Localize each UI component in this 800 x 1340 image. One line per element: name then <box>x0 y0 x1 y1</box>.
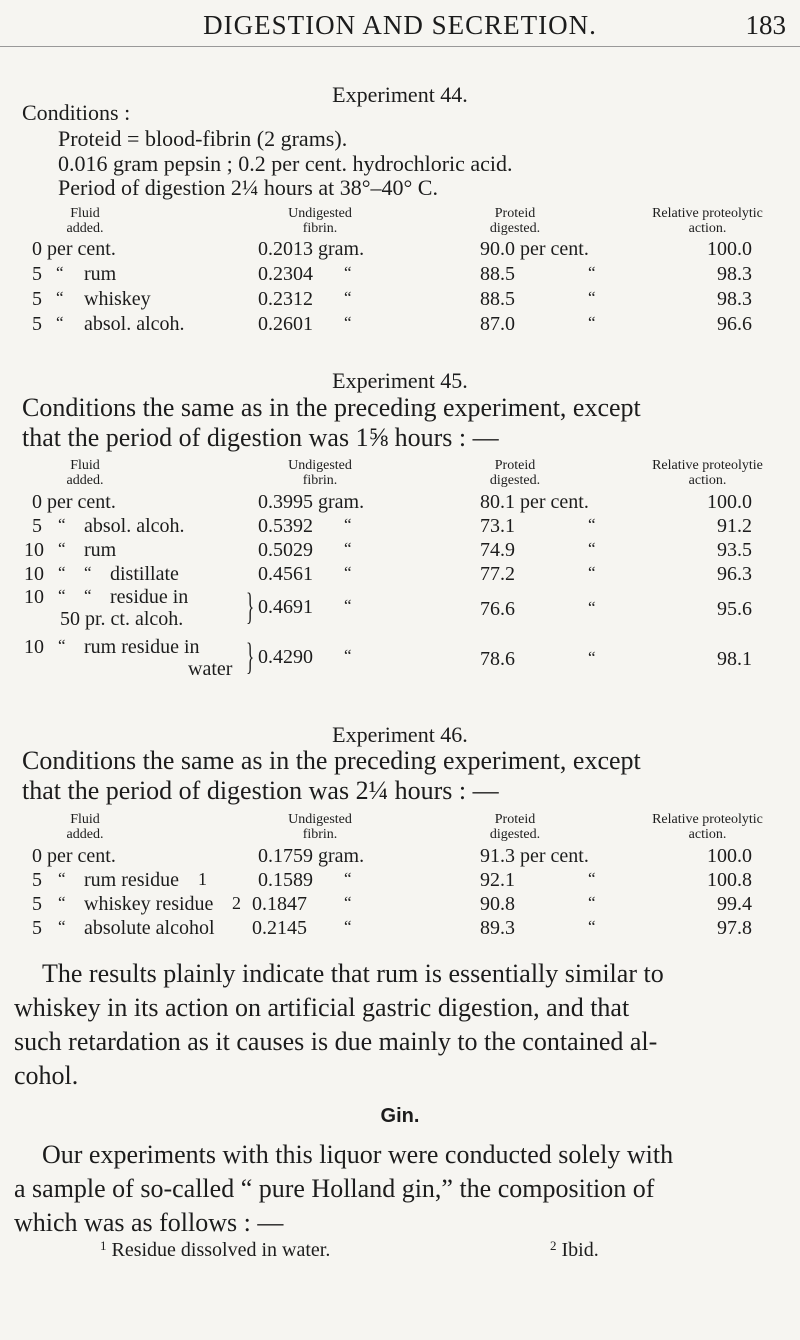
conditions-label: Conditions : <box>22 100 131 125</box>
page-number: 183 <box>745 10 786 40</box>
header-undigested: Undigested fibrin. <box>288 458 352 488</box>
table-row: 10 “ rum residue in water } 0.4290 “ 78.6 “ 98.1 <box>24 636 752 680</box>
table-row: 0 per cent. 0.2013 gram. 90.0 per cent. 100.0 <box>32 238 752 260</box>
table-row: 5 “ absol. alcoh. 0.2601 “ 87.0 “ 96.6 <box>32 313 752 335</box>
brace: } <box>246 636 255 678</box>
table-row: 5 “ absol. alcoh. 0.5392 “ 73.1 “ 91.2 <box>32 515 752 537</box>
gin-heading: Gin. <box>380 1105 420 1127</box>
footnote-1: $^1$ Residue dissolved in water. <box>100 1238 331 1261</box>
header-fluid: Fluid added. <box>66 458 104 488</box>
table-row: 10 “ “ residue in 50 pr. ct. alcoh. } 0.4691 “ 76.6 “ 95.6 <box>24 586 752 630</box>
table-row: 5 “ whiskey 0.2312 “ 88.5 “ 98.3 <box>32 288 752 310</box>
conditions-text: Conditions the same as in the preceding experiment, except <box>22 393 641 422</box>
header-fluid: Fluid added. <box>66 812 104 842</box>
table-row: 5 “ absolute alcohol 0.2145 “ 89.3 “ 97.8 <box>32 917 752 939</box>
conditions-text: that the period of digestion was 2¼ hours : — <box>22 776 499 805</box>
header-relative: Relative proteolytic action. <box>652 812 763 842</box>
experiment-45-title: Experiment 45. <box>332 368 468 393</box>
table-row: 10 “ rum 0.5029 “ 74.9 “ 93.5 <box>24 539 752 561</box>
header-proteid: Proteid digested. <box>489 206 541 236</box>
footnote-ref: 1 <box>198 869 207 889</box>
table-row: 10 “ “ distillate 0.4561 “ 77.2 “ 96.3 <box>24 563 752 585</box>
header-undigested: Undigested fibrin. <box>288 812 352 842</box>
header-undigested: Undigested fibrin. <box>288 206 352 236</box>
footnote-ref: 2 <box>232 893 241 913</box>
table-row: 0 per cent. 0.1759 gram. 91.3 per cent. 100.0 <box>32 845 752 867</box>
table-row: 5 “ whiskey residue 2 0.1847 “ 90.8 “ 99.4 <box>32 893 752 915</box>
header-relative: Relative proteolytic action. <box>652 206 763 236</box>
experiment-46-title: Experiment 46. <box>332 722 468 747</box>
footnote-2: $^2$ Ibid. <box>550 1238 599 1261</box>
conditions-text: Conditions the same as in the preceding experiment, except <box>22 746 641 775</box>
conditions-text: that the period of digestion was 1⅝ hours : — <box>22 423 499 452</box>
condition-line: 0.016 gram pepsin ; 0.2 per cent. hydrochloric acid. <box>58 151 513 176</box>
brace: } <box>246 586 255 628</box>
experiment-44-title: Experiment 44. <box>332 82 468 107</box>
header-proteid: Proteid digested. <box>489 458 541 488</box>
header-fluid: Fluid added. <box>66 206 104 236</box>
table-row: 5 “ rum residue 1 0.1589 “ 92.1 “ 100.8 <box>32 869 752 891</box>
running-head: DIGESTION AND SECRETION. <box>203 10 597 40</box>
header-relative: Relative proteolytie action. <box>652 458 763 488</box>
page-header <box>0 6 800 47</box>
header-proteid: Proteid digested. <box>489 812 541 842</box>
gin-paragraph: Our experiments with this liquor were conducted solely with a sample of so-called “ pure Holland gin,” the composition of which was as follows : — <box>14 1140 674 1237</box>
condition-line: Proteid = blood-fibrin (2 grams). <box>58 126 348 151</box>
results-paragraph: The results plainly indicate that rum is essentially similar to whiskey in its action on artificial gastric digestion, and that such retardation as it causes is due mainly to the contained al- cohol. <box>14 959 664 1090</box>
table-row: 0 per cent. 0.3995 gram. 80.1 per cent. 100.0 <box>32 491 752 513</box>
condition-line: Period of digestion 2¼ hours at 38°–40° C. <box>58 175 438 200</box>
table-row: 5 “ rum 0.2304 “ 88.5 “ 98.3 <box>32 263 752 285</box>
